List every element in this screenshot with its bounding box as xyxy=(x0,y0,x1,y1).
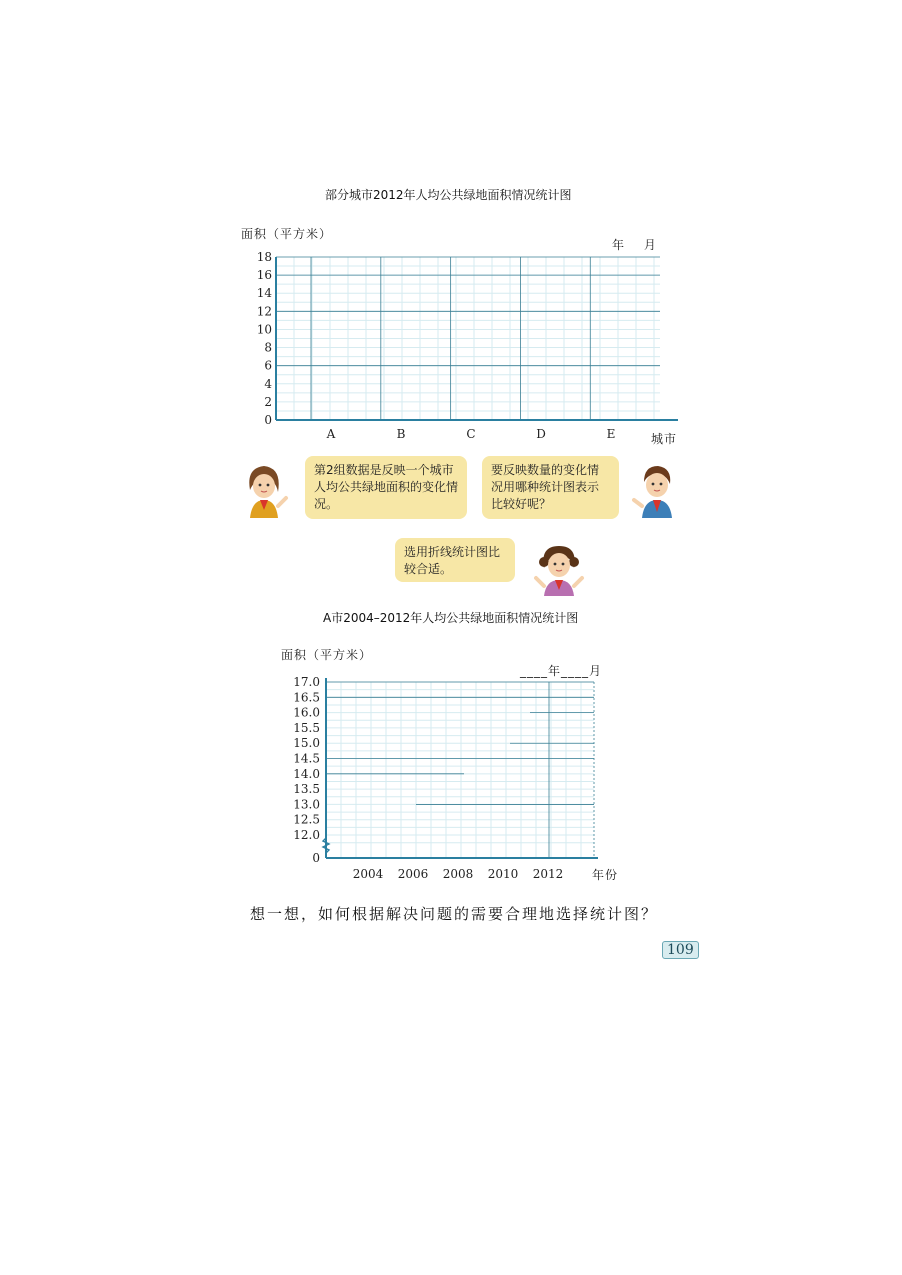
y-tick-label: 13.5 xyxy=(293,782,320,797)
y-tick-label: 0 xyxy=(264,413,272,427)
y-tick-label: 14.0 xyxy=(293,766,320,781)
bar-chart xyxy=(230,245,690,450)
speech-bubble-girl1: 第2组数据是反映一个城市人均公共绿地面积的变化情况。 xyxy=(305,456,467,519)
y-tick-label: 8 xyxy=(264,340,272,355)
page-number: 109 xyxy=(662,941,699,959)
x-tick-label: 2008 xyxy=(442,867,474,881)
y-tick-label: 18 xyxy=(256,250,272,264)
bar-chart-ylabel: 面积（平方米） xyxy=(241,227,333,241)
girl-character-right xyxy=(532,540,586,596)
bar-chart-xlabel: 城市 xyxy=(651,432,678,446)
line-chart-xlabel: 年份 xyxy=(592,868,619,882)
x-tick-label: B xyxy=(396,427,406,441)
y-tick-label: 10 xyxy=(256,322,272,337)
y-tick-label: 17.0 xyxy=(293,675,320,689)
boy-character xyxy=(630,460,680,518)
y-tick-label: 16.5 xyxy=(293,690,320,705)
x-tick-label: 2004 xyxy=(352,867,384,881)
y-tick-label: 0 xyxy=(312,851,320,865)
line-chart-date-label: ____年____月 xyxy=(520,664,603,678)
think-question: 想一想，如何根据解决问题的需要合理地选择统计图？ xyxy=(250,905,659,923)
y-tick-label: 14 xyxy=(256,286,272,301)
y-tick-label: 15.0 xyxy=(293,736,320,751)
y-tick-label: 14.5 xyxy=(293,751,320,766)
x-tick-label: C xyxy=(466,427,476,441)
y-tick-label: 12 xyxy=(256,304,272,319)
x-tick-label: A xyxy=(326,427,336,441)
y-tick-label: 4 xyxy=(264,376,272,391)
y-tick-label: 15.5 xyxy=(293,720,320,735)
y-tick-label: 16 xyxy=(256,268,272,283)
x-tick-label: 2006 xyxy=(397,867,429,881)
line-chart-ylabel: 面积（平方米） xyxy=(281,648,373,662)
x-tick-label: 2010 xyxy=(487,867,519,881)
bar-chart-date-label: 年 月 xyxy=(612,238,657,252)
y-tick-label: 6 xyxy=(264,358,272,373)
y-tick-label: 12.0 xyxy=(293,828,320,843)
y-tick-label: 2 xyxy=(264,394,272,409)
y-tick-label: 12.5 xyxy=(293,812,320,827)
y-tick-label: 13.0 xyxy=(293,797,320,812)
speech-bubble-girl2: 选用折线统计图比较合适。 xyxy=(395,538,515,582)
x-tick-label: 2012 xyxy=(532,867,564,881)
speech-bubble-boy: 要反映数量的变化情况用哪种统计图表示比较好呢？ xyxy=(482,456,619,519)
bar-chart-title: 部分城市2012年人均公共绿地面积情况统计图 xyxy=(325,188,572,202)
x-tick-label: E xyxy=(606,427,616,441)
line-chart xyxy=(270,672,610,884)
y-tick-label: 16.0 xyxy=(293,705,320,720)
line-chart-title: A市2004–2012年人均公共绿地面积情况统计图 xyxy=(323,611,579,625)
x-tick-label: D xyxy=(536,427,546,441)
girl-character-left xyxy=(240,460,290,518)
